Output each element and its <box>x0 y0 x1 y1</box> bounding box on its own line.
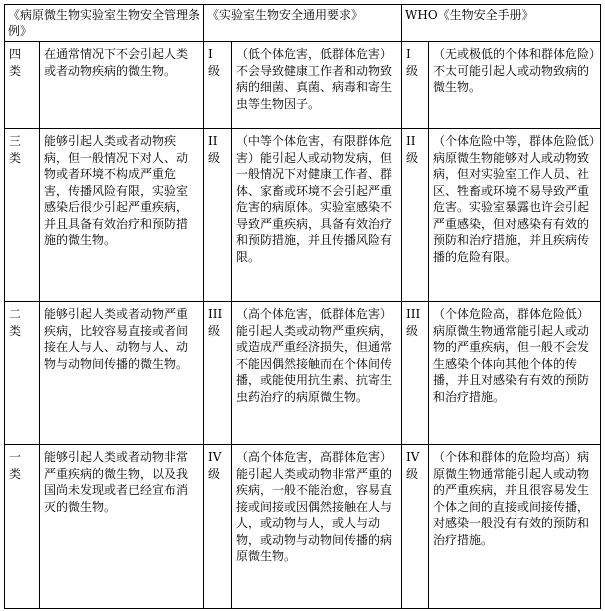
category-cell <box>5 302 40 445</box>
general-level-number: III <box>208 307 223 321</box>
who-level-suffix: 级 <box>406 466 419 481</box>
general-level-cell <box>204 302 232 445</box>
header-row <box>5 5 601 42</box>
table-row <box>5 302 601 445</box>
table-row <box>5 42 601 129</box>
table-row <box>5 445 601 609</box>
general-level-cell <box>204 445 232 609</box>
who-level-suffix: 级 <box>406 150 419 165</box>
category-suffix: 类 <box>9 63 22 78</box>
header-who-manual: WHO《生物安全手册》 <box>402 5 601 42</box>
who-level-suffix: 级 <box>406 63 419 78</box>
header-general-requirements: 《实验室生物安全通用要求》 <box>204 5 402 42</box>
general-level-suffix: 级 <box>208 323 221 338</box>
who-level-cell <box>402 42 429 129</box>
category-suffix: 类 <box>9 150 22 165</box>
general-text: （中等个体危害，有限群体危害）能引起人或动物发病，但一般情况下对健康工作者、群体、家畜或环境不会引起严重危害的病原体。实验室感染不导致严重疾病，具备有效治疗和预防措施，并且传播风险有限。 <box>232 129 402 302</box>
category-cell <box>5 129 40 302</box>
header-regulation: 《病原微生物实验室生物安全管理条例》 <box>5 5 204 42</box>
category-number: 四 <box>9 47 22 61</box>
who-level-suffix: 级 <box>406 323 419 338</box>
general-text: （高个体危害，低群体危害）能引起人类或动物严重疾病，或造成严重经济损失，但通常不能因偶然接触而在个体间传播，或能使用抗生素、抗寄生虫药治疗的病原微生物。 <box>232 302 402 445</box>
who-text: （个体危险高，群体危险低）病原微生物通常能引起人或动物的严重疾病，但一般不会发生感染个体向其他个体的传播，并且对感染有有效的预防和治疗措施。 <box>429 302 601 445</box>
biosafety-comparison-table <box>4 4 601 609</box>
category-suffix: 类 <box>9 466 22 481</box>
general-level-suffix: 级 <box>208 63 221 78</box>
category-number: 一 <box>9 450 22 464</box>
who-text: （无或极低的个体和群体危险）不太可能引起人或动物致病的微生物。 <box>429 42 601 129</box>
general-level-number: II <box>208 134 218 148</box>
category-suffix: 类 <box>9 323 22 338</box>
general-level-number: IV <box>208 450 222 464</box>
general-level-cell <box>204 129 232 302</box>
general-text: （高个体危害，高群体危害）能引起人类或动物非常严重的疾病，一般不能治愈，容易直接或间接或因偶然接触在人与人，或动物与人，或人与动物，或动物与动物间传播的病原微生物。 <box>232 445 402 609</box>
who-level-number: I <box>406 47 411 61</box>
category-number: 二 <box>9 307 22 321</box>
general-level-cell <box>204 42 232 129</box>
general-text: （低个体危害，低群体危害）不会导致健康工作者和动物致病的细菌、真菌、病毒和寄生虫等生物因子。 <box>232 42 402 129</box>
regulation-text: 能够引起人类或者动物疾病，但一般情况下对人、动物或者环境不构成严重危害，传播风险有限，实验室感染后很少引起严重疾病，并且具备有效治疗和预防措施的微生物。 <box>40 129 204 302</box>
who-level-cell <box>402 129 429 302</box>
who-level-number: II <box>406 134 416 148</box>
category-number: 三 <box>9 134 22 148</box>
who-level-cell <box>402 302 429 445</box>
category-cell <box>5 42 40 129</box>
who-level-number: IV <box>406 450 420 464</box>
who-level-number: III <box>406 307 421 321</box>
general-level-suffix: 级 <box>208 150 221 165</box>
who-level-cell <box>402 445 429 609</box>
regulation-text: 能够引起人类或者动物严重疾病，比较容易直接或者间接在人与人、动物与人、动物与动物间传播的微生物。 <box>40 302 204 445</box>
general-level-number: I <box>208 47 213 61</box>
table-row <box>5 129 601 302</box>
who-text: （个体和群体的危险均高）病原微生物通常能引起人或动物的严重疾病，并且很容易发生个体之间的直接或间接传播，对感染一般没有有效的预防和治疗措施。 <box>429 445 601 609</box>
regulation-text: 能够引起人类或者动物非常严重疾病的微生物，以及我国尚未发现或者已经宣布消灭的微生物。 <box>40 445 204 609</box>
category-cell <box>5 445 40 609</box>
who-text: （个体危险中等，群体危险低）病原微生物能够对人或动物致病，但对实验室工作人员、社区、牲畜或环境不易导致严重危害。实验室暴露也许会引起严重感染，但对感染有有效的预防和治疗措施，并且疾病传播的危险有限。 <box>429 129 601 302</box>
regulation-text: 在通常情况下不会引起人类或者动物疾病的微生物。 <box>40 42 204 129</box>
general-level-suffix: 级 <box>208 466 221 481</box>
